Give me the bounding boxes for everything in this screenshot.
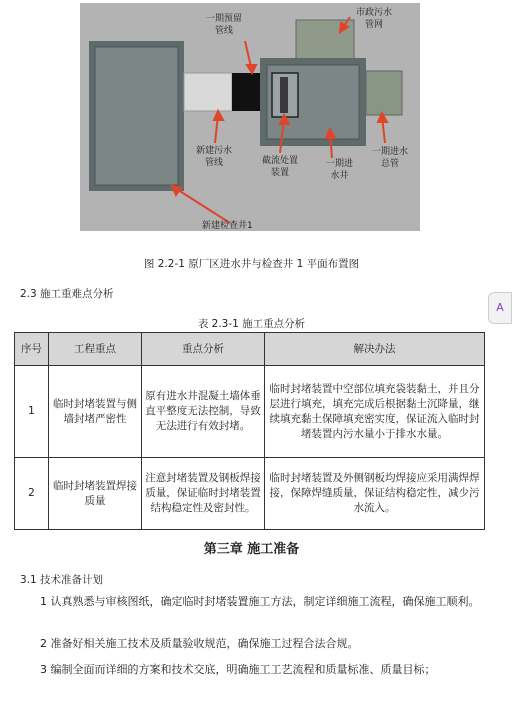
table-row [15, 366, 485, 458]
chapter-title: 第三章 施工准备 [203, 542, 300, 557]
label-inlet-well: 一期进 水井 [326, 159, 354, 181]
side-panel-tab[interactable]: A [488, 292, 512, 324]
section-heading-3-1: 3.1 技术准备计划 [20, 574, 104, 586]
table-header-row [15, 333, 485, 366]
header-solution: 解决办法 [265, 333, 485, 366]
cell-analysis: 注意封堵装置及钢板焊接质量，保证临时封堵装置结构稳定性及密封性。 [142, 458, 265, 530]
label-interceptor: 截流处置 装置 [262, 156, 299, 178]
header-focus: 工程重点 [49, 333, 142, 366]
section-heading-2-3: 2.3 施工重难点分析 [20, 288, 114, 300]
paragraph: 3 编制全面而详细的方案和技术交底，明确施工工艺流程和质量标准、质量目标； [40, 663, 436, 676]
cell-solution: 临时封堵装置及外侧钢板均焊接应采用满焊焊接，保障焊缝质量，保证结构稳定性，减少污水流入。 [265, 458, 485, 530]
paragraph: 1 认真熟悉与审核图纸，确定临时封堵装置施工方法，制定详细施工流程，确保施工顺利。 [40, 595, 480, 608]
cell-solution: 临时封堵装置中空部位填充袋装黏土，并且分层进行填充，填充完成后根据黏土沉降量，继续填充黏土保障填充密实度，保证流入临时封堵装置内污水量小于排水水量。 [265, 366, 485, 458]
header-no: 序号 [15, 333, 49, 366]
label-new-sewer: 新建污水 管线 [196, 146, 233, 168]
layout-figure [80, 3, 420, 231]
label-inlet-main: 一期进水 总管 [372, 147, 409, 169]
layout-diagram [80, 3, 420, 231]
new-manhole-inner [95, 47, 178, 185]
label-reserved-pipe: 一期预留 管线 [206, 14, 243, 36]
table-caption: 表 2.3-1 施工重点分析 [197, 318, 306, 330]
new-sewer-pipe [184, 73, 232, 111]
label-new-manhole: 新建检查井1 [202, 221, 253, 231]
cell-focus: 临时封堵装置与侧墙封堵严密性 [49, 366, 142, 458]
cell-no: 1 [15, 366, 49, 458]
cell-no: 2 [15, 458, 49, 530]
reserved-pipe [232, 73, 260, 111]
inlet-main-pipe [366, 71, 402, 115]
table-row [15, 458, 485, 530]
cell-analysis: 原有进水井混凝土墙体垂直平整度无法控制，导致无法进行有效封堵。 [142, 366, 265, 458]
key-points-table [14, 332, 485, 530]
label-municipal-pipe: 市政污水 管网 [356, 8, 393, 30]
paragraph: 2 准备好相关施工技术及质量验收规范，确保施工过程合法合规。 [40, 637, 359, 650]
figure-caption: 图 2.2-1 原厂区进水井与检查井 1 平面布置图 [143, 258, 360, 270]
header-analysis: 重点分析 [142, 333, 265, 366]
cell-focus: 临时封堵装置焊接质量 [49, 458, 142, 530]
